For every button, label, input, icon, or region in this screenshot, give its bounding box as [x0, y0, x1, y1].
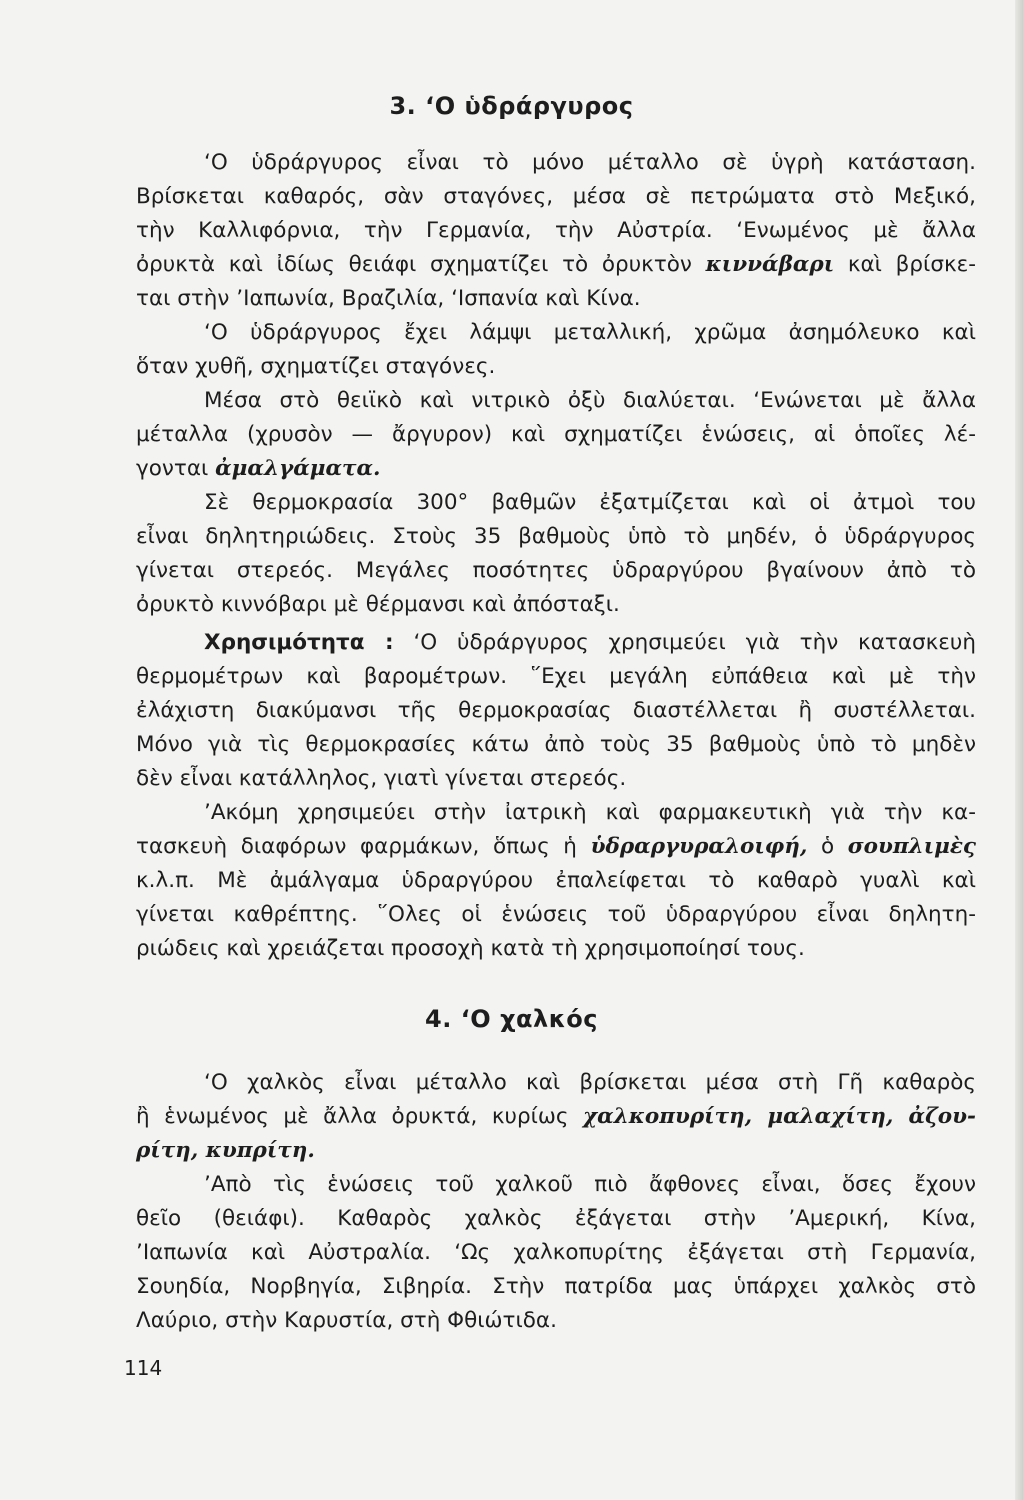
term-souplimes: σουπλιμὲς — [847, 834, 977, 859]
page-edge-shadow — [1015, 0, 1023, 1500]
text-line: Σουηδία, Νορβηγία, Σιβηρία. Στὴν πατρίδα μας ὑπάρχει χαλκὸς στὸ — [136, 1274, 976, 1299]
text-line — [136, 626, 976, 660]
term-amalgamata: ἀμαλγάματα. — [215, 456, 381, 481]
section-4-heading: 4. ‘Ο χαλκός — [425, 1005, 598, 1033]
text-line — [136, 248, 976, 282]
text-line: Λαύριο, στὴν Καρυστία, στὴ Φθιώτιδα. — [136, 1308, 557, 1333]
text-span: τασκευὴ διαφόρων φαρμάκων, ὅπως ἡ — [136, 834, 577, 859]
text-line: θεῖο (θειάφι). Καθαρὸς χαλκὸς ἐξάγεται στὴν ’Αμερική, Κίνα, — [136, 1206, 976, 1231]
term-kinnavari: κιννάβαρι — [705, 252, 835, 277]
text-line: Σὲ θερμοκρασία 300° βαθμῶν ἐξατμίζεται καὶ οἱ ἀτμοὶ του — [204, 490, 976, 515]
text-line: ‘Ο ὑδράργυρος ἔχει λάμψι μεταλλική, χρῶμα ἀσημόλευκο καὶ — [204, 320, 976, 345]
text-line: κ.λ.π. Μὲ ἀμάλγαμα ὑδραργύρου ἐπαλείφεται τὸ καθαρὸ γυαλὶ καὶ — [136, 868, 976, 893]
text-span: ἢ ἑνωμένος μὲ ἄλλα ὀρυκτά, κυρίως — [136, 1104, 569, 1129]
term-ydrargyraloifi: ὑδραργυραλοιφή, — [590, 834, 808, 859]
text-line: θερμομέτρων καὶ βαρομέτρων. ῞Εχει μεγάλη εὐπάθεια καὶ μὲ τὴν — [136, 664, 976, 689]
usefulness-label: Χρησιμότητα : — [204, 630, 394, 655]
text-span: ‘Ο ὑδράργυρος χρησιμεύει γιὰ τὴν κατασκευὴ — [413, 630, 976, 655]
text-line: ’Ιαπωνία καὶ Αὐστραλία. ‘Ως χαλκοπυρίτης ἐξάγεται στὴ Γερμανία, — [136, 1240, 976, 1265]
text-line: ται στὴν ’Ιαπωνία, Βραζιλία, ‘Ισπανία καὶ Κίνα. — [136, 286, 641, 311]
text-line: ἐλάχιστη διακύμανσι τῆς θερμοκρασίας διαστέλλεται ἢ συστέλλεται. — [136, 698, 976, 723]
text-line: γίνεται στερεός. Μεγάλες ποσότητες ὑδραργύρου βγαίνουν ἀπὸ τὸ — [136, 558, 976, 583]
text-line — [136, 1134, 976, 1168]
text-line: ’Ακόμη χρησιμεύει στὴν ἰατρικὴ καὶ φαρμακευτικὴ γιὰ τὴν κα- — [204, 800, 976, 825]
text-line: Μόνο γιὰ τὶς θερμοκρασίες κάτω ἀπὸ τοὺς 35 βαθμοὺς ὑπὸ τὸ μηδὲν — [136, 732, 976, 757]
text-line — [136, 1100, 976, 1134]
text-line: ‘Ο ὑδράργυρος εἶναι τὸ μόνο μέταλλο σὲ ὑγρὴ κατάσταση. — [204, 150, 976, 175]
term-minerals: χαλκοπυρίτη, μαλαχίτη, ἀζου- — [583, 1104, 976, 1129]
text-line: ’Απὸ τὶς ἑνώσεις τοῦ χαλκοῦ πιὸ ἄφθονες εἶναι, ὅσες ἔχουν — [204, 1172, 976, 1197]
text-line: εἶναι δηλητηριώδεις. Στοὺς 35 βαθμοὺς ὑπὸ τὸ μηδέν, ὁ ὑδράργυρος — [136, 524, 976, 549]
section-3-heading: 3. ‘Ο ὑδράργυρος — [389, 92, 634, 120]
text-line: Μέσα στὸ θειϊκὸ καὶ νιτρικὸ ὀξὺ διαλύεται. ‘Ενώνεται μὲ ἄλλα — [204, 388, 976, 413]
term-azourit-kyprit: ρίτη, κυπρίτη. — [136, 1138, 315, 1163]
text-span: ὀρυκτὰ καὶ ἰδίως θειάφι σχηματίζει τὸ ὀρυκτὸν — [136, 252, 692, 277]
text-line: ριώδεις καὶ χρειάζεται προσοχὴ κατὰ τὴ χρησιμοποίησί τους. — [136, 936, 805, 961]
text-line: ‘Ο χαλκὸς εἶναι μέταλλο καὶ βρίσκεται μέσα στὴ Γῆ καθαρὸς — [204, 1070, 976, 1095]
text-line: μέταλλα (χρυσὸν — ἄργυρον) καὶ σχηματίζει ἑνώσεις, αἱ ὁποῖες λέ- — [136, 422, 976, 447]
text-line: δὲν εἶναι κατάλληλος, γιατὶ γίνεται στερεός. — [136, 766, 627, 791]
text-line — [136, 452, 976, 486]
text-line: τὴν Καλλιφόρνια, τὴν Γερμανία, τὴν Αὐστρία. ‘Ενωμένος μὲ ἄλλα — [136, 218, 976, 243]
text-line: ὅταν χυθῆ, σχηματίζει σταγόνες. — [136, 354, 496, 379]
text-span: ὁ — [820, 834, 835, 859]
text-span: γονται — [136, 456, 209, 481]
text-line: ὀρυκτὸ κιννόβαρι μὲ θέρμανσι καὶ ἀπόσταξι. — [136, 592, 620, 617]
text-line — [136, 830, 976, 864]
text-span: καὶ βρίσκε- — [847, 252, 977, 277]
page-number: 114 — [124, 1356, 163, 1380]
text-line: γίνεται καθρέπτης. ῞Ολες οἱ ἑνώσεις τοῦ ὑδραργύρου εἶναι δηλητη- — [136, 902, 976, 927]
text-line: Βρίσκεται καθαρός, σὰν σταγόνες, μέσα σὲ πετρώματα στὸ Μεξικό, — [136, 184, 976, 209]
